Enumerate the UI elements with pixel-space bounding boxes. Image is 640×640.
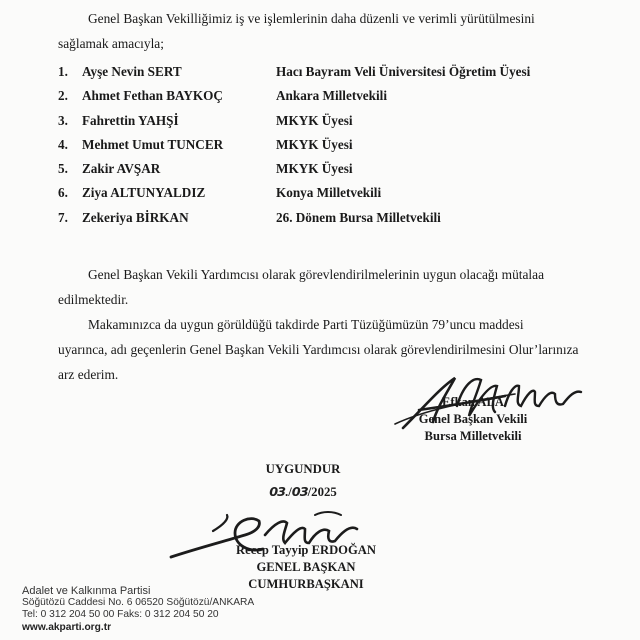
- list-item-role: Konya Milletvekili: [276, 185, 382, 201]
- intro-line-2: sağlamak amacıyla;: [58, 36, 164, 51]
- list-item-role: 26. Dönem Bursa Milletvekili: [276, 209, 441, 225]
- list-item-number: 4.: [58, 136, 68, 152]
- request-line-3: arz ederim.: [58, 367, 119, 382]
- signatory-name: Efkan ALA: [442, 395, 504, 409]
- appointee-list: [58, 60, 598, 230]
- list-item-number: 3.: [58, 112, 68, 128]
- signatory-title: Genel Başkan Vekili: [418, 412, 528, 426]
- approval-label: UYGUNDUR: [265, 462, 341, 476]
- intro-paragraph: [58, 6, 584, 56]
- list-item: [58, 84, 598, 108]
- signatory-subtitle: CUMHURBAŞKANI: [248, 577, 364, 591]
- list-item-number: 5.: [58, 161, 68, 177]
- footer-address: Söğütözü Caddesi No. 6 06520 Söğütözü/ANKARA: [22, 597, 255, 609]
- list-item-name: Mehmet Umut TUNCER: [82, 136, 224, 152]
- list-item-role: Hacı Bayram Veli Üniversitesi Öğretim Üyesi: [276, 64, 531, 79]
- approval-date-year: /2025: [307, 485, 337, 499]
- opinion-paragraph: [58, 262, 584, 312]
- list-item-name: Ahmet Fethan BAYKOÇ: [82, 88, 223, 104]
- list-item-name: Zekeriya BİRKAN: [82, 209, 189, 225]
- approval-date-month: 03: [291, 485, 308, 500]
- list-item-number: 2.: [58, 88, 68, 104]
- footer-org: Adalet ve Kalkınma Partisi: [22, 585, 151, 597]
- list-item: [58, 157, 598, 181]
- list-item: [58, 60, 598, 84]
- list-item-role: MKYK Üyesi: [276, 161, 353, 177]
- list-item-name: Ayşe Nevin SERT: [82, 64, 182, 79]
- list-item: [58, 206, 598, 230]
- list-item-number: 7.: [58, 209, 68, 225]
- list-item-role: MKYK Üyesi: [276, 112, 353, 128]
- list-item-role: MKYK Üyesi: [276, 136, 353, 152]
- opinion-line-1: Genel Başkan Vekili Yardımcısı olarak görevlendirilmelerinin uygun olacağı mütalaa: [88, 267, 545, 282]
- signatory-name: Recep Tayyip ERDOĞAN: [236, 543, 376, 557]
- list-item-name: Zakir AVŞAR: [82, 161, 161, 177]
- footer-phone: Tel: 0 312 204 50 00 Faks: 0 312 204 50 20: [22, 609, 219, 621]
- list-item: [58, 109, 598, 133]
- approval-date-sep: ./: [285, 485, 292, 499]
- opinion-line-2: edilmektedir.: [58, 292, 129, 307]
- signatory-title: GENEL BAŞKAN: [256, 560, 356, 574]
- list-item-name: Ziya ALTUNYALDIZ: [82, 185, 206, 201]
- intro-line-1: Genel Başkan Vekilliğimiz iş ve işlemlerinin daha düzenli ve verimli yürütülmesini: [88, 11, 535, 26]
- footer-website-link[interactable]: www.akparti.org.tr: [22, 621, 112, 633]
- list-item: [58, 133, 598, 157]
- approval-date-day: 03: [269, 485, 286, 500]
- approval-block: [238, 461, 368, 501]
- approval-date: [238, 484, 368, 501]
- list-item-role: Ankara Milletvekili: [276, 88, 387, 104]
- request-line-2: uyarınca, adı geçenlerin Genel Başkan Vekili Yardımcısı olarak görevlendirilmesini Olur’larınıza: [58, 342, 579, 357]
- signatory-block-efkan-ala: [398, 394, 548, 445]
- list-item: [58, 181, 598, 205]
- list-item-name: Fahrettin YAHŞİ: [82, 112, 179, 128]
- list-item-number: 1.: [58, 64, 68, 79]
- list-item-number: 6.: [58, 185, 68, 201]
- letterhead-footer: [22, 585, 254, 634]
- request-line-1: Makamınızca da uygun görüldüğü takdirde Parti Tüzüğümüzün 79’uncu maddesi: [88, 317, 524, 332]
- signatory-subtitle: Bursa Milletvekili: [424, 429, 522, 443]
